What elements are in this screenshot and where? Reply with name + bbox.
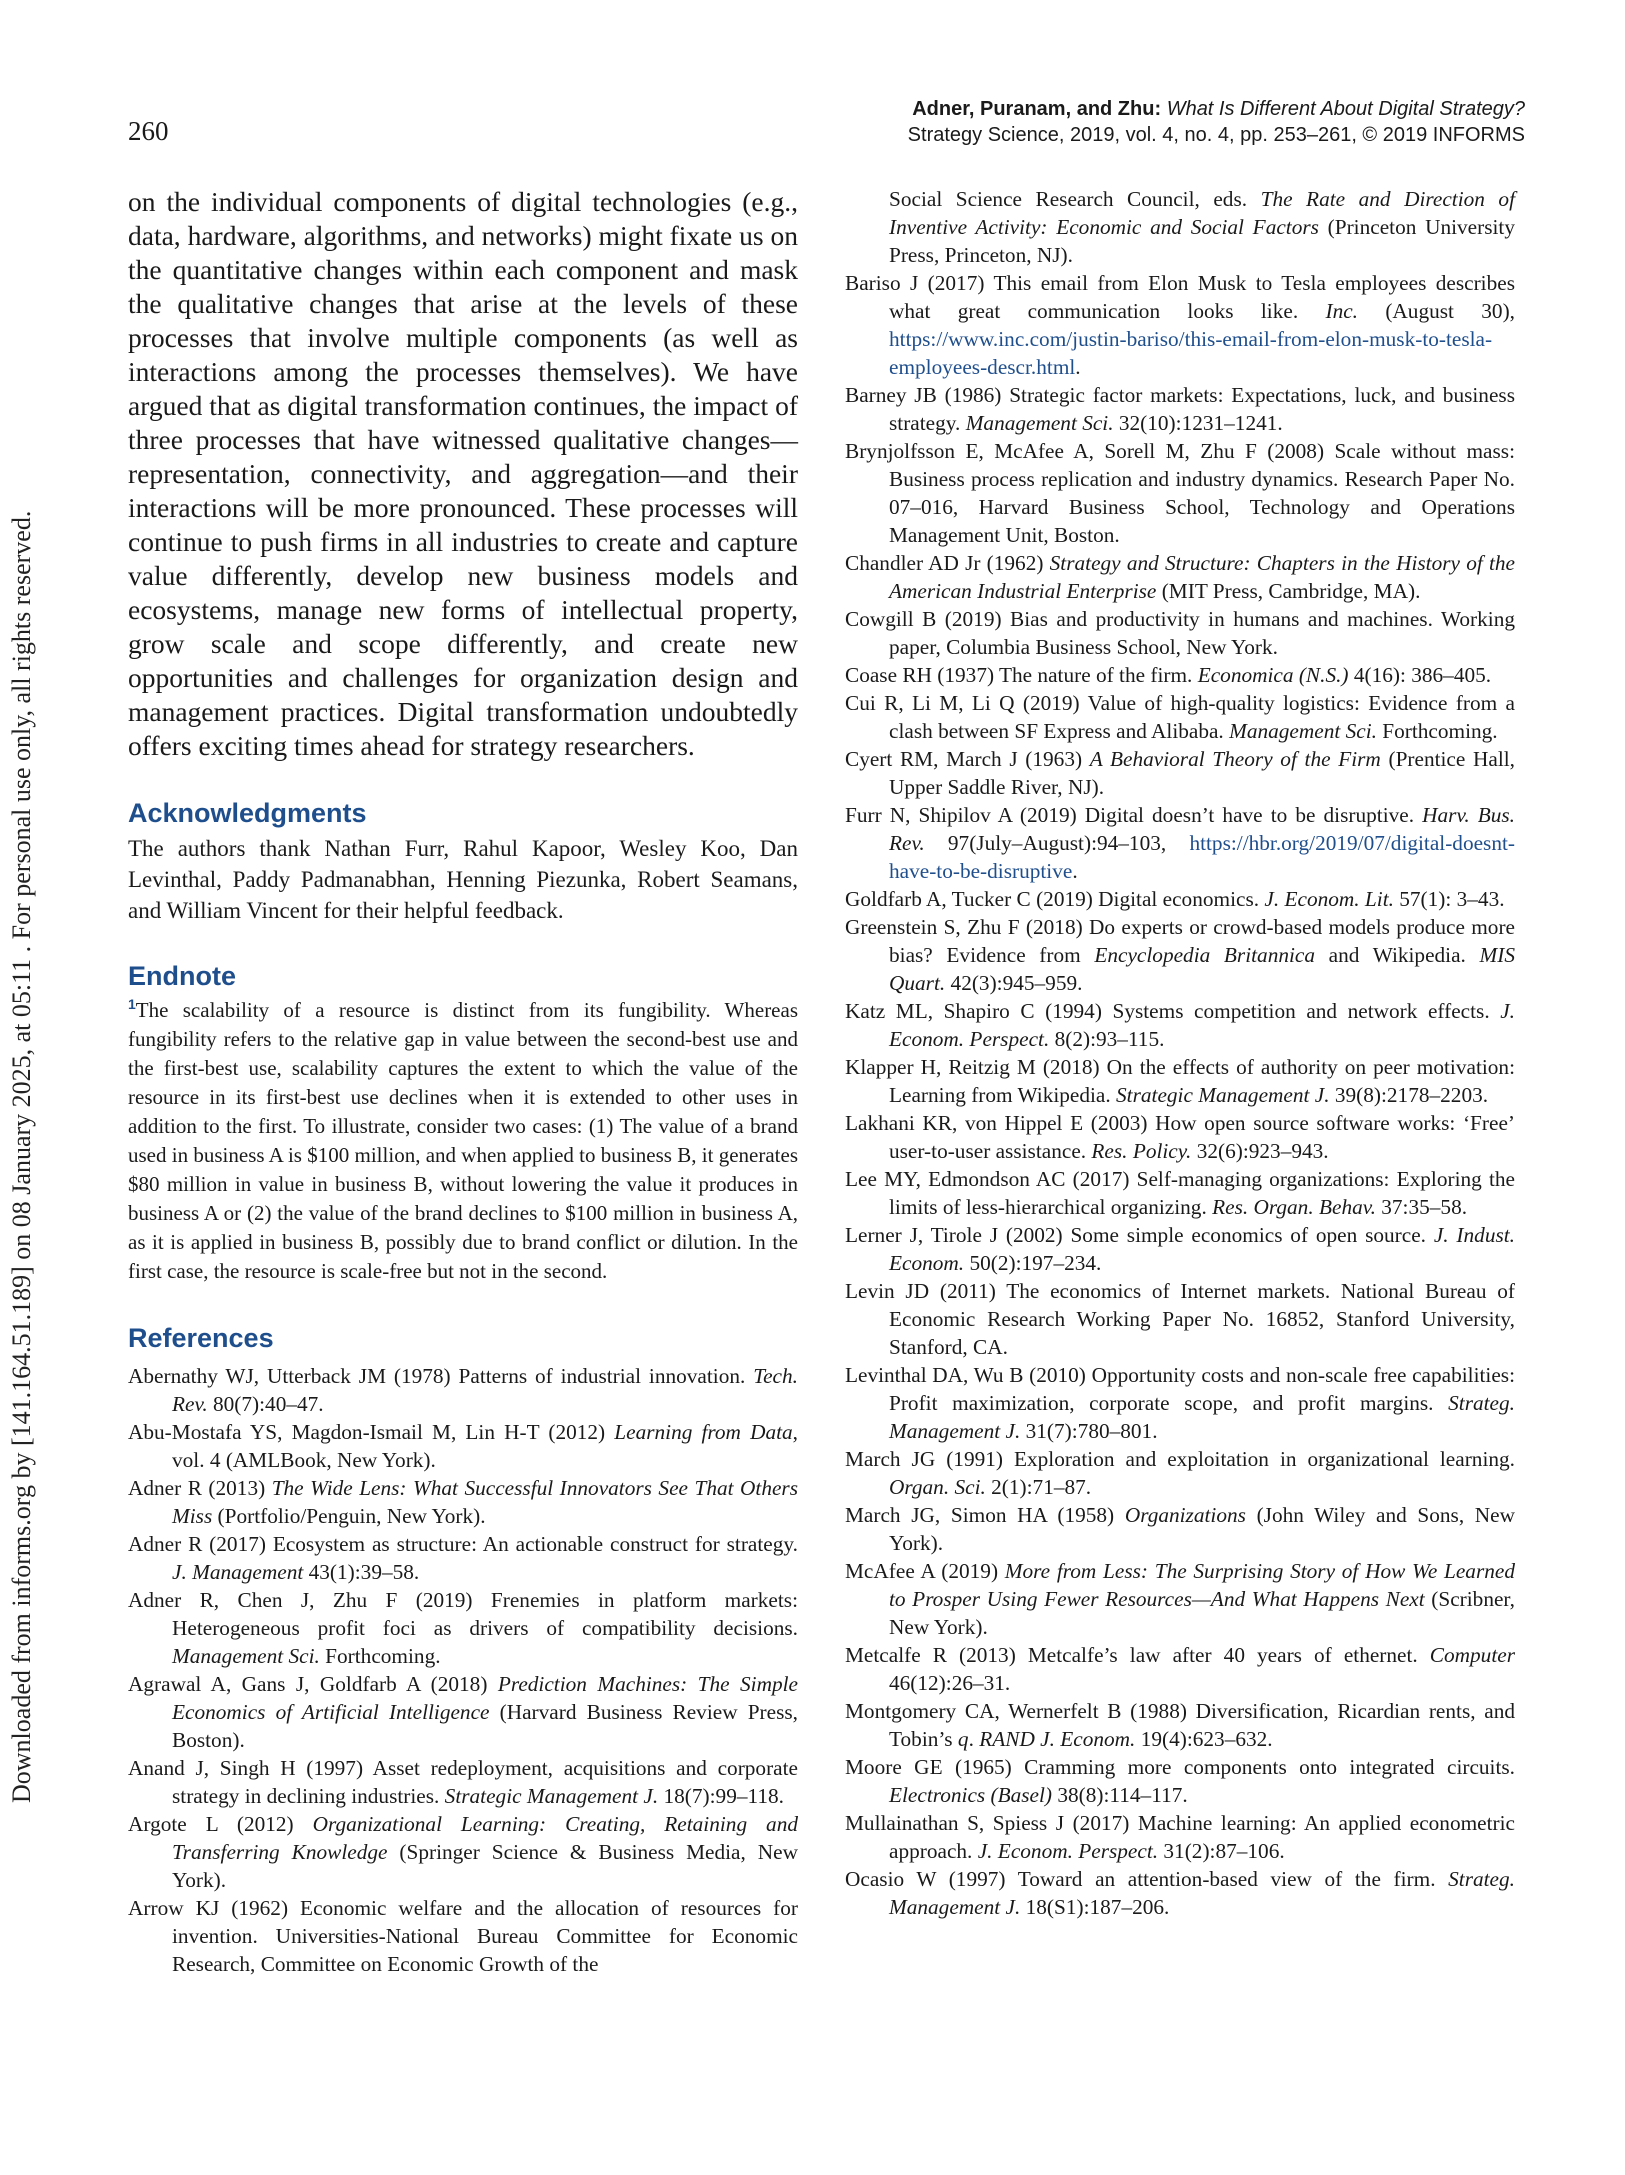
reference-text: (Scribner, New York).	[889, 1587, 1515, 1639]
reference-source: Strateg. Management J.	[889, 1867, 1515, 1919]
reference-text: Katz ML, Shapiro C (1994) Systems competition and network effects.	[845, 999, 1501, 1023]
reference-source: Learning from Data	[614, 1420, 793, 1444]
acknowledgments-heading: Acknowledgments	[128, 798, 367, 828]
reference-item	[845, 1753, 1515, 1809]
running-head-journal: Strategy Science, 2019, vol. 4, no. 4, pp. 253–261, © 2019 INFORMS	[907, 124, 1525, 146]
reference-text: Adner R (2013)	[128, 1476, 272, 1500]
reference-text: 39(8):2178–2203.	[1329, 1083, 1489, 1107]
endnote-body: The scalability of a resource is distinct from its fungibility. Whereas fungibility refers to the relative gap in value between the second-best use and the first-best use, scalability captures the extent to which the value of the resource in its first-best use declines when it is extended to other uses in addition to the first. To illustrate, consider two cases: (1) The value of a brand used in business A is $100 million, and when applied to business B, it generates $80 million in value in business B, without lowering the value it produces in business A or (2) the value of the brand declines to $100 million in business A, as it is applied in business B, possibly due to brand conflict or dilution. In the first case, the resource is scale-free but not in the second.	[128, 998, 798, 1283]
reference-item	[845, 1809, 1515, 1865]
reference-source: Encyclopedia Britannica	[1094, 943, 1316, 967]
reference-item	[128, 1530, 798, 1586]
reference-text: Abu-Mostafa YS, Magdon-Ismail M, Lin H-T (2012)	[128, 1420, 615, 1444]
reference-item	[845, 1445, 1515, 1501]
reference-list-left	[128, 1362, 798, 1978]
reference-text: (Springer Science & Business Media, New York).	[172, 1840, 798, 1892]
reference-source: J. Econom. Perspect.	[977, 1839, 1159, 1863]
reference-source: The Rate and Direction of Inventive Activity: Economic and Social Factors	[889, 187, 1515, 239]
reference-text: (Portfolio/Penguin, New York).	[212, 1504, 486, 1528]
reference-text: Furr N, Shipilov A (2019) Digital doesn’t have to be disruptive.	[845, 803, 1423, 827]
reference-item	[845, 1221, 1515, 1277]
reference-source: Organizations	[1124, 1503, 1246, 1527]
reference-link[interactable]: https://hbr.org/2019/07/digital-doesnt-have-to-be-disruptive	[889, 831, 1515, 883]
reference-text: Chandler AD Jr (1962)	[845, 551, 1050, 575]
reference-text: .	[1072, 859, 1078, 883]
reference-text: 31(7):780–801.	[1020, 1419, 1158, 1443]
reference-source: Res. Organ. Behav.	[1212, 1195, 1376, 1219]
reference-item	[845, 745, 1515, 801]
reference-text: .	[968, 1727, 980, 1751]
reference-item	[128, 1474, 798, 1530]
reference-item	[845, 1109, 1515, 1165]
reference-text: .	[1075, 355, 1081, 379]
reference-text: Levinthal DA, Wu B (2010) Opportunity costs and non-scale free capabilities: Profit maximization, corporate scope, and profit margins.	[845, 1363, 1515, 1415]
reference-item	[845, 661, 1515, 689]
body-paragraph: on the individual components of digital technologies (e.g., data, hardware, algorithms, and networks) might fixate us on the quantitative changes within each component and mask the qualitative changes that arise at the levels of these processes that involve multiple components (as well as interactions among the processes themselves). We have argued that as digital transformation continues, the impact of three processes that have witnessed qualitative changes—representation, connectivity, and aggregation—and their interactions will be more pronounced. These processes will continue to push firms in all industries to create and capture value differently, develop new business models and ecosystems, manage new forms of intellectual property, grow scale and scope differently, and create new opportunities and challenges for organization design and management practices. Digital transformation undoubtedly offers exciting times ahead for strategy researchers.	[128, 186, 798, 761]
reference-text: (August 30),	[1358, 299, 1515, 323]
reference-text: 18(7):99–118.	[658, 1784, 784, 1808]
reference-source: Organizational Learning: Creating, Retaining and Transferring Knowledge	[172, 1812, 798, 1864]
reference-item	[845, 1361, 1515, 1445]
endnote-marker: 1	[128, 996, 136, 1012]
reference-item	[845, 1501, 1515, 1557]
reference-source: Electronics (Basel)	[889, 1783, 1053, 1807]
reference-text: Greenstein S, Zhu F (2018) Do experts or crowd-based models produce more bias? Evidence from	[845, 915, 1515, 967]
reference-text: Ocasio W (1997) Toward an attention-based view of the firm.	[845, 1867, 1449, 1891]
reference-text: and Wikipedia.	[1315, 943, 1480, 967]
acknowledgments-text: The authors thank Nathan Furr, Rahul Kapoor, Wesley Koo, Dan Levinthal, Paddy Padmanabhan, Henning Piezunka, Robert Seamans, and William Vincent for their helpful feedback.	[128, 836, 798, 923]
reference-text: McAfee A (2019)	[845, 1559, 1005, 1583]
reference-text: 18(S1):187–206.	[1020, 1895, 1170, 1919]
reference-text: Cyert RM, March J (1963)	[845, 747, 1090, 771]
reference-text: Cui R, Li M, Li Q (2019) Value of high-quality logistics: Evidence from a clash between SF Express and Alibaba.	[845, 691, 1515, 743]
running-head-title: What Is Different About Digital Strategy?	[1166, 98, 1525, 120]
reference-source: Inc.	[1325, 299, 1359, 323]
reference-item	[845, 1053, 1515, 1109]
endnote-heading: Endnote	[128, 961, 236, 991]
reference-text: 50(2):197–234.	[964, 1251, 1102, 1275]
reference-item	[845, 801, 1515, 885]
reference-item	[128, 1418, 798, 1474]
reference-continuation	[845, 185, 1515, 269]
reference-list-right-entries	[845, 269, 1515, 1921]
endnote-text	[128, 996, 798, 1286]
reference-item	[845, 1165, 1515, 1221]
reference-text: 97(July–August):94–103,	[924, 831, 1190, 855]
reference-list-right	[845, 185, 1515, 269]
reference-source: MIS Quart.	[889, 943, 1516, 995]
reference-item	[845, 1641, 1515, 1697]
reference-text: Adner R (2017) Ecosystem as structure: An actionable construct for strategy.	[128, 1532, 798, 1556]
reference-item	[128, 1670, 798, 1754]
reference-text: Lakhani KR, von Hippel E (2003) How open source software works: ‘Free’ user-to-user assistance.	[845, 1111, 1515, 1163]
reference-text: Argote L (2012)	[128, 1812, 313, 1836]
left-column	[128, 185, 798, 1978]
reference-source: Economica (N.S.)	[1197, 663, 1349, 687]
reference-text: Anand J, Singh H (1997) Asset redeployment, acquisitions and corporate strategy in declining industries.	[128, 1756, 798, 1808]
reference-text: 43(1):39–58.	[303, 1560, 420, 1584]
reference-text: Forthcoming.	[1376, 719, 1498, 743]
reference-source: A Behavioral Theory of the Firm	[1089, 747, 1381, 771]
reference-text: Social Science Research Council, eds.	[889, 187, 1261, 211]
reference-source: The Wide Lens: What Successful Innovators See That Others Miss	[172, 1476, 798, 1528]
reference-item	[845, 605, 1515, 661]
reference-source: Strategic Management J.	[1116, 1083, 1330, 1107]
reference-text: 57(1): 3–43.	[1393, 887, 1505, 911]
reference-item	[845, 1697, 1515, 1753]
reference-text: Bariso J (2017) This email from Elon Musk to Tesla employees describes what great communication looks like.	[845, 271, 1515, 323]
reference-text: Brynjolfsson E, McAfee A, Sorell M, Zhu F (2008) Scale without mass: Business process replication and industry dynamics. Research Paper No. 07–016, Harvard Business School, Technology and Operations Management Unit, Boston.	[845, 439, 1515, 547]
reference-text: 80(7):40–47.	[207, 1392, 324, 1416]
reference-text: Cowgill B (2019) Bias and productivity in humans and machines. Working paper, Columbia Business School, New York.	[845, 607, 1515, 659]
reference-text: Moore GE (1965) Cramming more components onto integrated circuits.	[845, 1755, 1515, 1779]
reference-item	[128, 1810, 798, 1894]
reference-text: Levin JD (2011) The economics of Internet markets. National Bureau of Economic Research Working Paper No. 16852, Stanford University, Stanford, CA.	[845, 1279, 1515, 1359]
reference-item	[845, 997, 1515, 1053]
reference-item	[845, 381, 1515, 437]
running-head-authors: Adner, Puranam, and Zhu:	[912, 98, 1162, 120]
reference-item	[845, 885, 1515, 913]
reference-source: RAND J. Econom.	[979, 1727, 1136, 1751]
reference-item	[128, 1754, 798, 1810]
reference-link[interactable]: https://www.inc.com/justin-bariso/this-email-from-elon-musk-to-tesla-employees-descr.html	[889, 327, 1493, 379]
reference-text: 2(1):71–87.	[985, 1475, 1092, 1499]
page-number: 260	[128, 116, 169, 146]
reference-item	[845, 913, 1515, 997]
reference-text: March JG (1991) Exploration and exploitation in organizational learning.	[845, 1447, 1515, 1471]
reference-source: q	[957, 1727, 969, 1751]
reference-text: Lee MY, Edmondson AC (2017) Self-managing organizations: Exploring the limits of less-hierarchical organizing.	[845, 1167, 1515, 1219]
reference-source: Organ. Sci.	[889, 1475, 986, 1499]
reference-text: Klapper H, Reitzig M (2018) On the effects of authority on peer motivation: Learning from Wikipedia.	[845, 1055, 1515, 1107]
reference-source: Management Sci.	[1229, 719, 1377, 743]
reference-item	[128, 1894, 798, 1978]
reference-text: 32(10):1231–1241.	[1113, 411, 1283, 435]
reference-item	[845, 1865, 1515, 1921]
reference-text: Abernathy WJ, Utterback JM (1978) Patterns of industrial innovation.	[128, 1364, 754, 1388]
reference-source: J. Management	[172, 1560, 304, 1584]
reference-text: Metcalfe R (2013) Metcalfe’s law after 40 years of ethernet.	[845, 1643, 1430, 1667]
reference-source: Management Sci.	[965, 411, 1114, 435]
references-heading: References	[128, 1323, 274, 1353]
reference-text: Lerner J, Tirole J (2002) Some simple economics of open source.	[845, 1223, 1434, 1247]
reference-text: Coase RH (1937) The nature of the firm.	[845, 663, 1198, 687]
reference-item	[845, 269, 1515, 381]
reference-text: 31(2):87–106.	[1158, 1839, 1285, 1863]
reference-text: 32(6):923–943.	[1191, 1139, 1329, 1163]
reference-text: Goldfarb A, Tucker C (2019) Digital economics.	[845, 887, 1265, 911]
running-head	[908, 96, 1525, 148]
reference-item	[128, 1362, 798, 1418]
reference-text: 38(8):114–117.	[1052, 1783, 1188, 1807]
reference-text: 4(16): 386–405.	[1348, 663, 1492, 687]
reference-source: Strategy and Structure: Chapters in the History of the American Industrial Enterprise	[889, 551, 1515, 603]
reference-source: J. Econom. Perspect.	[889, 999, 1515, 1051]
reference-text: 8(2):93–115.	[1049, 1027, 1165, 1051]
reference-source: Strateg. Management J.	[889, 1391, 1515, 1443]
reference-text: March JG, Simon HA (1958)	[845, 1503, 1125, 1527]
reference-text: Montgomery CA, Wernerfelt B (1988) Diversification, Ricardian rents, and Tobin’s	[845, 1699, 1515, 1751]
reference-item	[845, 549, 1515, 605]
reference-text: Forthcoming.	[319, 1644, 441, 1668]
download-notice: Downloaded from informs.org by [141.164.51.189] on 08 January 2025, at 05:11 . For personal use only, all rights reserved.	[7, 510, 36, 1803]
reference-source: J. Indust. Econom.	[889, 1223, 1515, 1275]
reference-text: Arrow KJ (1962) Economic welfare and the allocation of resources for invention. Universities-National Bureau Committee for Economic Research, Committee on Economic Growth of the	[128, 1896, 798, 1976]
reference-source: Management Sci.	[172, 1644, 320, 1668]
reference-source: More from Less: The Surprising Story of How We Learned to Prosper Using Fewer Resources—And What Happens Next	[889, 1559, 1515, 1611]
reference-source: Computer	[1429, 1643, 1515, 1667]
reference-source: Strategic Management J.	[444, 1784, 659, 1808]
reference-text: , vol. 4 (AMLBook, New York).	[172, 1420, 798, 1472]
reference-item	[845, 689, 1515, 745]
reference-text: (MIT Press, Cambridge, MA).	[1156, 579, 1421, 603]
reference-text: 42(3):945–959.	[945, 971, 1083, 995]
reference-text: (Prentice Hall, Upper Saddle River, NJ).	[889, 747, 1515, 799]
reference-source: Prediction Machines: The Simple Economics of Artificial Intelligence	[172, 1672, 798, 1724]
reference-text: Agrawal A, Gans J, Goldfarb A (2018)	[128, 1672, 498, 1696]
reference-item	[845, 437, 1515, 549]
reference-source: Res. Policy.	[1091, 1139, 1192, 1163]
reference-text: (John Wiley and Sons, New York).	[889, 1503, 1515, 1555]
reference-item	[845, 1277, 1515, 1361]
reference-text: 19(4):623–632.	[1135, 1727, 1273, 1751]
reference-text: Mullainathan S, Spiess J (2017) Machine learning: An applied econometric approach.	[845, 1811, 1515, 1863]
reference-source: Tech. Rev.	[172, 1364, 798, 1416]
reference-item	[845, 1557, 1515, 1641]
reference-text: Barney JB (1986) Strategic factor markets: Expectations, luck, and business strategy.	[845, 383, 1515, 435]
reference-source: Harv. Bus. Rev.	[889, 803, 1515, 855]
reference-text: (Harvard Business Review Press, Boston).	[172, 1700, 799, 1752]
reference-source: J. Econom. Lit.	[1264, 887, 1394, 911]
reference-item	[128, 1586, 798, 1670]
reference-text: 37:35–58.	[1375, 1195, 1468, 1219]
reference-text: (Princeton University Press, Princeton, NJ).	[889, 215, 1515, 267]
right-column	[845, 185, 1515, 1921]
running-head-title-line	[908, 96, 1525, 122]
reference-text: 46(12):26–31.	[889, 1671, 1011, 1695]
reference-text: Adner R, Chen J, Zhu F (2019) Frenemies in platform markets: Heterogeneous profit foci as drivers of compatibility decisions.	[128, 1588, 798, 1640]
